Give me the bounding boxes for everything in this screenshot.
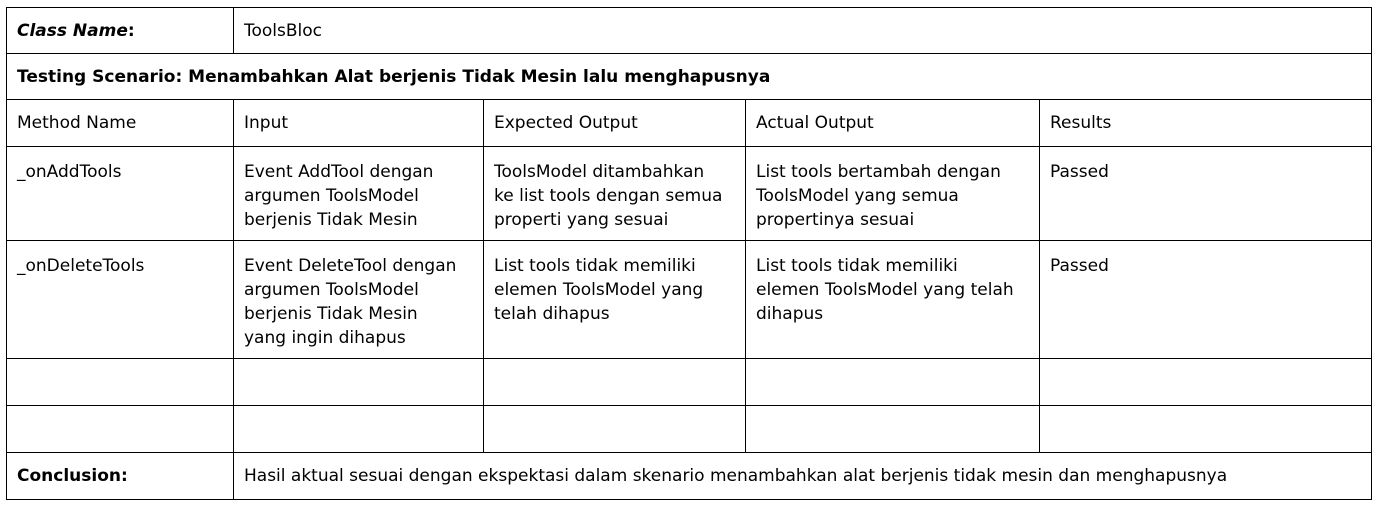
row-1-input-line: argumen ToolsModel xyxy=(244,186,419,206)
row-2-expected xyxy=(484,241,746,359)
header-method-name: Method Name xyxy=(7,100,234,147)
row-1-input xyxy=(234,147,484,241)
row-1-actual-line: propertinya sesuai xyxy=(756,210,915,230)
class-name-label-cell xyxy=(7,8,234,54)
empty-cell xyxy=(234,359,484,406)
row-1-expected-line: properti yang sesuai xyxy=(494,210,669,230)
row-2-input-line: berjenis Tidak Mesin xyxy=(244,304,418,324)
table-header-row xyxy=(7,100,1372,147)
row-1-actual-line: List tools bertambah dengan xyxy=(756,162,1001,182)
conclusion-label: Conclusion: xyxy=(7,453,234,500)
test-case-table xyxy=(6,7,1372,500)
row-2-input-line: yang ingin dihapus xyxy=(244,328,406,348)
empty-cell xyxy=(484,406,746,453)
empty-cell xyxy=(746,406,1040,453)
empty-cell xyxy=(746,359,1040,406)
row-2-method: _onDeleteTools xyxy=(7,241,234,359)
table-row xyxy=(7,147,1372,241)
class-name-row xyxy=(7,8,1372,54)
header-expected-output: Expected Output xyxy=(484,100,746,147)
conclusion-text: Hasil aktual sesuai dengan ekspektasi dalam skenario menambahkan alat berjenis tidak mesin dan menghapusnya xyxy=(234,453,1372,500)
row-1-input-line: berjenis Tidak Mesin xyxy=(244,210,418,230)
empty-cell xyxy=(1040,359,1372,406)
row-2-input-line: argumen ToolsModel xyxy=(244,280,419,300)
row-2-expected-line: telah dihapus xyxy=(494,304,610,324)
row-2-actual-line: List tools tidak memiliki xyxy=(756,256,958,276)
header-input: Input xyxy=(234,100,484,147)
table-row xyxy=(7,241,1372,359)
row-1-expected-line: ToolsModel ditambahkan xyxy=(494,162,705,182)
row-1-actual-line: ToolsModel yang semua xyxy=(756,186,959,206)
header-actual-output: Actual Output xyxy=(746,100,1040,147)
empty-cell xyxy=(7,359,234,406)
empty-cell xyxy=(234,406,484,453)
row-2-actual-line: dihapus xyxy=(756,304,824,324)
row-2-input xyxy=(234,241,484,359)
empty-row xyxy=(7,406,1372,453)
row-1-input-line: Event AddTool dengan xyxy=(244,162,434,182)
empty-cell xyxy=(484,359,746,406)
empty-row xyxy=(7,359,1372,406)
class-name-label: Class Name xyxy=(17,20,128,41)
row-2-expected-line: elemen ToolsModel yang xyxy=(494,280,704,300)
row-2-expected-line: List tools tidak memiliki xyxy=(494,256,696,276)
empty-cell xyxy=(7,406,234,453)
row-1-method: _onAddTools xyxy=(7,147,234,241)
conclusion-row xyxy=(7,453,1372,500)
row-1-expected-line: ke list tools dengan semua xyxy=(494,186,723,206)
class-name-colon: : xyxy=(127,20,135,41)
empty-cell xyxy=(1040,406,1372,453)
row-2-result: Passed xyxy=(1040,241,1372,359)
row-1-result: Passed xyxy=(1040,147,1372,241)
row-1-actual xyxy=(746,147,1040,241)
header-results: Results xyxy=(1040,100,1372,147)
testing-scenario: Testing Scenario: Menambahkan Alat berjenis Tidak Mesin lalu menghapusnya xyxy=(7,54,1372,100)
testing-scenario-row xyxy=(7,54,1372,100)
class-name-value: ToolsBloc xyxy=(234,8,1372,54)
row-2-actual-line: elemen ToolsModel yang telah xyxy=(756,280,1014,300)
row-2-actual xyxy=(746,241,1040,359)
row-1-expected xyxy=(484,147,746,241)
row-2-input-line: Event DeleteTool dengan xyxy=(244,256,457,276)
